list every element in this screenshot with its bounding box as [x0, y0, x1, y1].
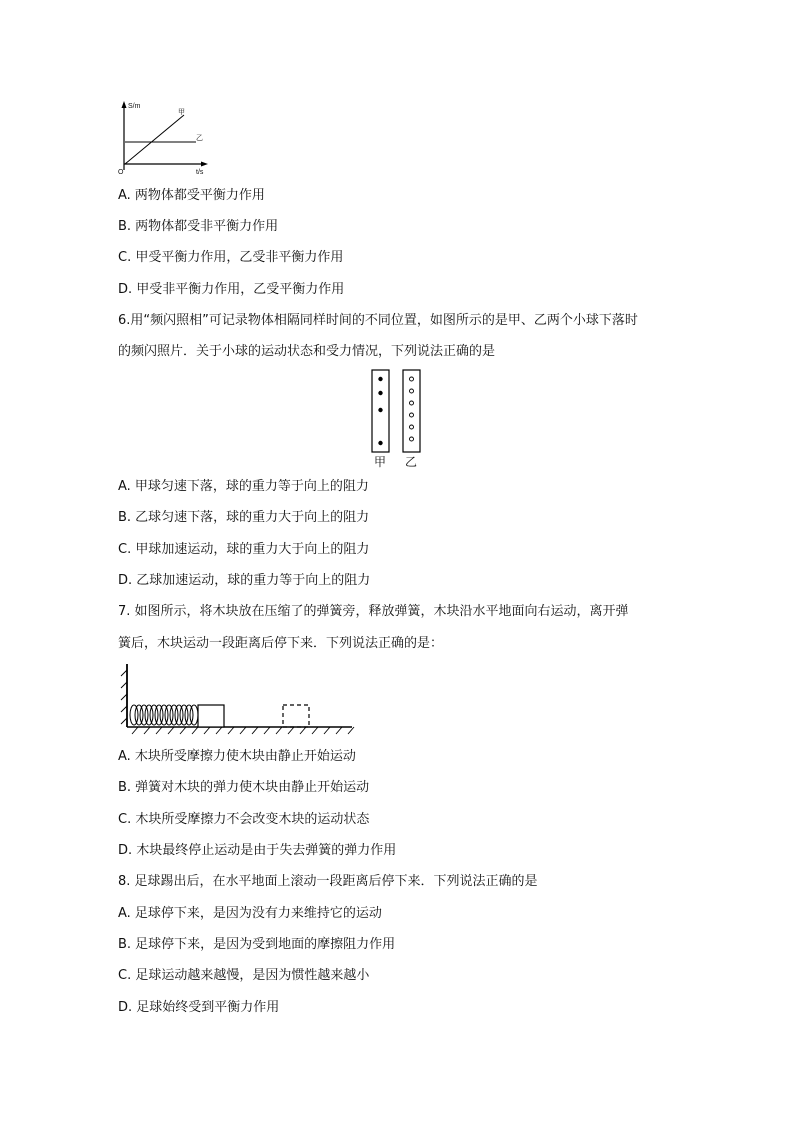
strobe-strip-b — [403, 370, 420, 452]
ball-a — [378, 377, 382, 381]
origin-label: O — [118, 169, 124, 176]
compressed-spring — [130, 705, 198, 725]
q8-option-d: D. 足球始终受到平衡力作用 — [118, 1000, 280, 1015]
x-axis-label: t/s — [196, 169, 204, 176]
q5-option-b: B. 两物体都受非平衡力作用 — [118, 219, 279, 234]
ball-b — [410, 425, 414, 429]
q7-stem-line2: 簧后，木块运动一段距离后停下来．下列说法正确的是： — [118, 636, 444, 651]
strip-a-label: 甲 — [374, 455, 387, 469]
q7-option-d: D. 木块最终停止运动是由于失去弹簧的弹力作用 — [118, 843, 397, 858]
q6-option-b: B. 乙球匀速下落，球的重力大于向上的阻力 — [118, 510, 370, 525]
strobe-photo — [370, 368, 424, 470]
strip-b-label: 乙 — [405, 455, 418, 469]
spring-block-figure — [118, 660, 358, 736]
q8-option-a: A. 足球停下来，是因为没有力来维持它的运动 — [118, 906, 382, 921]
wood-block — [198, 705, 224, 727]
q6-stem-line1: 6.用“频闪照相”可记录物体相隔同样时间的不同位置，如图所示的是甲、乙两个小球下落时 — [118, 313, 638, 328]
q6-option-c: C. 甲球加速运动，球的重力大于向上的阻力 — [118, 542, 370, 557]
ball-b — [410, 389, 414, 393]
y-axis-label: S/m — [128, 103, 141, 110]
ball-a — [378, 441, 382, 445]
series-a-line — [125, 115, 184, 164]
series-b-label: 乙 — [196, 135, 203, 142]
q7-option-c: C. 木块所受摩擦力不会改变木块的运动状态 — [118, 812, 370, 827]
q6-option-d: D. 乙球加速运动，球的重力等于向上的阻力 — [118, 573, 371, 588]
q5-option-d: D. 甲受非平衡力作用，乙受平衡力作用 — [118, 282, 345, 297]
q6-stem-line2: 的频闪照片．关于小球的运动状态和受力情况，下列说法正确的是 — [118, 344, 496, 359]
ball-a — [378, 408, 382, 412]
q7-option-b: B. 弹簧对木块的弹力使木块由静止开始运动 — [118, 780, 370, 795]
q8-stem: 8. 足球踢出后，在水平地面上滚动一段距离后停下来．下列说法正确的是 — [118, 874, 538, 889]
q5-option-c: C. 甲受平衡力作用，乙受非平衡力作用 — [118, 250, 344, 265]
ball-b — [410, 377, 414, 381]
q7-option-a: A. 木块所受摩擦力使木块由静止开始运动 — [118, 749, 356, 764]
ball-a — [378, 391, 382, 395]
st-graph — [116, 100, 212, 176]
q5-option-a: A. 两物体都受平衡力作用 — [118, 188, 265, 203]
q7-stem-line1: 7. 如图所示，将木块放在压缩了的弹簧旁，释放弹簧，木块沿水平地面向右运动，离开弹 — [118, 604, 629, 619]
ball-b — [410, 413, 414, 417]
ground-hatch — [132, 727, 354, 734]
q8-option-b: B. 足球停下来，是因为受到地面的摩擦阻力作用 — [118, 937, 396, 952]
wall-hatch — [121, 670, 127, 724]
block-final-position — [283, 705, 309, 727]
ball-b — [410, 437, 414, 441]
series-a-label: 甲 — [178, 109, 185, 116]
q8-option-c: C. 足球运动越来越慢，是因为惯性越来越小 — [118, 968, 370, 983]
y-axis-arrow — [122, 101, 127, 108]
x-axis-arrow — [201, 162, 208, 167]
ball-b — [410, 401, 414, 405]
q6-option-a: A. 甲球匀速下落，球的重力等于向上的阻力 — [118, 479, 369, 494]
